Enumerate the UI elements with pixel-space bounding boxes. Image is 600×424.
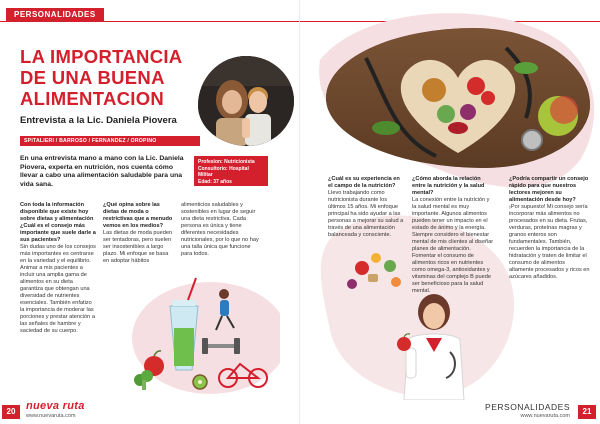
healthy-lifestyle-illustration [100, 258, 280, 398]
left-header [0, 8, 300, 22]
column-3 [181, 202, 259, 258]
right-page [300, 0, 600, 424]
article-subtitle: Entrevista a la Lic. Daniela Piovera [20, 115, 177, 126]
page-number-right: 21 [578, 405, 596, 419]
interviewee-photo [198, 56, 294, 146]
profile-box [194, 156, 268, 186]
portrait-image [198, 56, 294, 146]
article-title: LA IMPORTANCIA DE UNA BUENA ALIMENTACION [20, 46, 182, 109]
page-number-left: 20 [2, 405, 20, 419]
answer-2: Las dietas de moda pueden ser tentadoras, pero suelen ser insostenibles a largo plazo. Mi enfoque se basa en adoptar hábitos [103, 230, 173, 264]
right-column-3 [509, 176, 591, 281]
profile-age: Edad: 37 años [198, 178, 232, 185]
question-1: Con toda la información disponible que existe hoy sobre dietas y alimentación ¿Cuál es el consejo más importante que suele darle a sus pacientes? [20, 202, 96, 243]
brand-logo: nueva ruta [26, 400, 85, 412]
section-label-right: PERSONALIDADES [485, 402, 570, 412]
brand-url-right: www.nuevaruta.com [520, 413, 570, 419]
profile-profession: Profesion: Nutricionista [198, 159, 255, 165]
answer-1: Sin dudas uno de los consejos más importantes es centrarse en la variedad y el equilibrio. Animar a mis pacientes a incluir una amplia gama de alimentos en su dieta garantiza que obtengan una diversidad de nutrientes esenciales. También enfatizo la importancia de moderar las porciones y prestar atención a las señales de hambre y saciedad de su cuerpo. [20, 244, 96, 334]
intro-paragraph: En una entrevista mano a mano con la Lic. Daniela Piovera, experta en nutrición, nos cuenta cómo llevar a cabo una alimentación saludable para una vida sana. [20, 155, 184, 188]
right-column-1 [328, 176, 404, 239]
nutritionist-illustration [338, 240, 488, 400]
answer-2-continued: alimenticios saludables y sostenibles en lugar de seguir una dieta restrictiva. Cada persona es única y tiene diferentes necesidades nutricionales, por lo que no hay una talla única que funcione para todos. [181, 202, 259, 257]
brand-url-left: www.nuevaruta.com [26, 413, 76, 419]
section-tag: PERSONALIDADES [6, 8, 104, 22]
question-5: ¿Podría compartir un consejo rápido para que nuestros lectores mejoren su alimentación desde hoy? [509, 176, 589, 203]
answer-4: La conexión entre la nutrición y la salud mental es muy importante. Algunos alimentos pueden tener un impacto en el estado de ánimo y la energía. Siempre considero el bienestar mental de mis clientes al diseñar planes de alimentación. Fomentar el consumo de alimentos ricos en nutrientes como omega-3, antioxidantes y vitaminas del complejo B puede ser beneficioso para la salud mental. [412, 197, 494, 294]
question-4: ¿Cómo aborda la relación entre la nutrición y la salud mental? [412, 176, 485, 196]
question-2: ¿Qué opina sobre las dietas de moda o restrictivas que a menudo vemos en los medios? [103, 202, 173, 229]
column-1 [20, 202, 96, 335]
answer-5: ¡Por supuesto! Mi consejo sería incorporar más alimentos no procesados en su dieta. Frutas, verduras, proteínas magras y granos enteros son fundamentales. También, recuerden la importancia de la hidratación y traten de limitar el consumo de alimentos altamente procesados y ricos en azúcares añadidos. [509, 204, 590, 280]
column-2 [103, 202, 173, 265]
question-3: ¿Cuál es su experiencia en el campo de la nutrición? [328, 176, 400, 189]
author-credits: SPITALIERI / BARROSO / FERNANDEZ / OROPINO [20, 136, 200, 146]
profile-office: Consultorio: Hospital Militar [198, 165, 249, 178]
answer-3: Llevo trabajando como nutricionista durante los últimos 15 años. Mi enfoque principal ha sido ayudar a las personas a mejorar su salud a través de una alimentación balanceada y consciente. [328, 190, 404, 238]
